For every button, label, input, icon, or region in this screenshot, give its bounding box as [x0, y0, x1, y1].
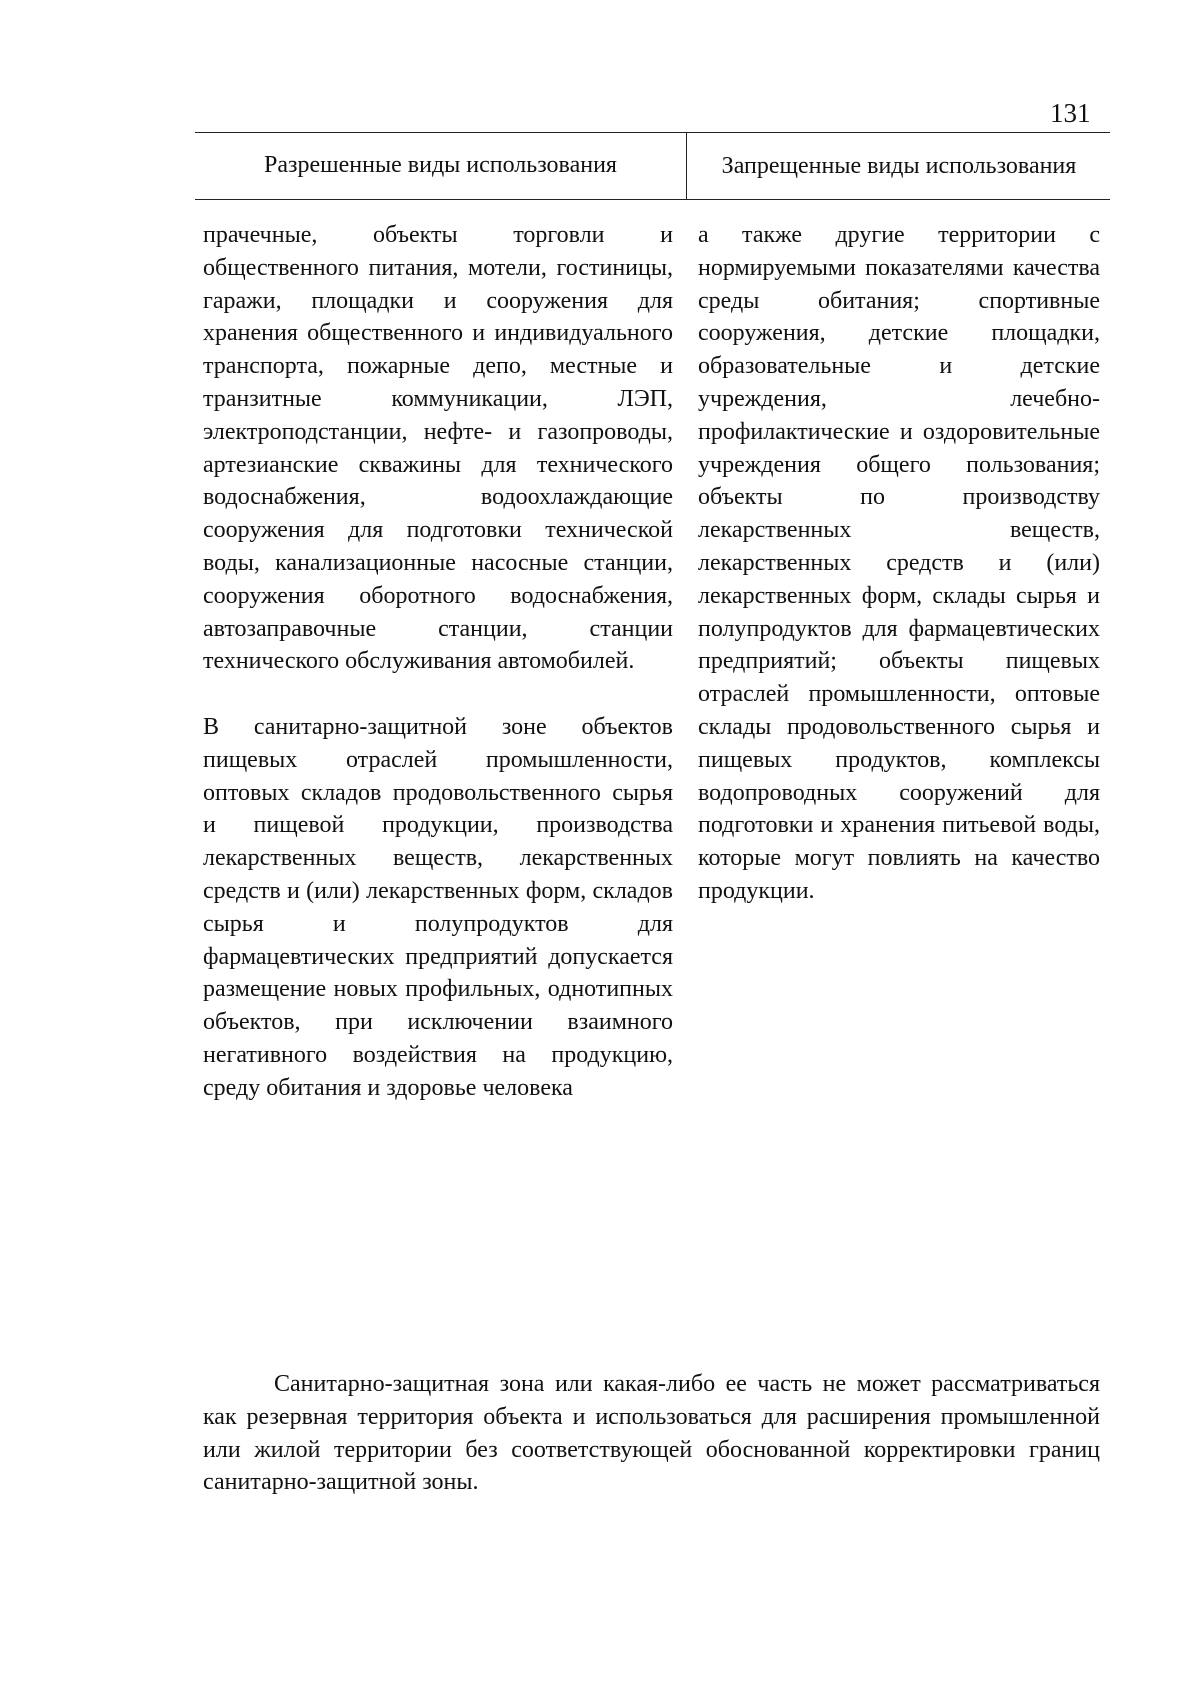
- table-header-bottom-rule: [195, 199, 1110, 200]
- closing-paragraph: Санитарно-защитная зона или какая-либо ее часть не может рассматриваться как резервная территория объекта и использоваться для расширения промышленной или жилой территории без соответствующей обоснованной корректировки границ санитарно-защитной зоны.: [203, 1371, 1100, 1496]
- allowed-uses-paragraph-1: прачечные, объекты торговли и общественного питания, мотели, гостиницы, гаражи, площадки и сооружения для хранения общественного и индивидуального транспорта, пожарные депо, местные и транзитные коммуникации, ЛЭП, электроподстанции, нефте- и газопроводы, артезианские скважины для технического водоснабжения, водоохлаждающие сооружения для подготовки технической воды, канализационные насосные станции, сооружения оборотного водоснабжения, автозаправочные станции, станции технического обслуживания автомобилей.: [203, 222, 673, 675]
- forbidden-uses-paragraph: а также другие территории с нормируемыми показателями качества среды обитания; спортивные сооружения, детские площадки, образовательные и детские учреждения, лечебно-профилактические и оздоровительные учреждения общего пользования; объекты по производству лекарственных веществ, лекарственных средств и (или) лекарственных форм, склады сырья и полупродуктов для фармацевтических предприятий; объекты пищевых отраслей промышленности, оптовые склады продовольственного сырья и пищевых продуктов, комплексы водопроводных сооружений для подготовки и хранения питьевой воды, которые могут повлиять на качество продукции.: [698, 222, 1100, 904]
- allowed-uses-paragraph-2: В санитарно-защитной зоне объектов пищевых отраслей промышленности, оптовых складов продовольственного сырья и пищевой продукции, производства лекарственных веществ, лекарственных средств и (или) лекарственных форм, складов сырья и полупродуктов для фармацевтических предприятий допускается размещение новых профильных, однотипных объектов, при исключении взаимного негативного воздействия на продукцию, среду обитания и здоровье человека: [203, 713, 673, 1101]
- page-number: 131: [1050, 98, 1091, 128]
- allowed-uses-column: [203, 219, 673, 1105]
- header-allowed-uses: Разрешенные виды использования: [264, 152, 617, 178]
- forbidden-uses-column: [698, 219, 1100, 908]
- header-forbidden-uses: Запрещенные виды использования: [721, 152, 1077, 179]
- table-header-divider: [686, 132, 687, 199]
